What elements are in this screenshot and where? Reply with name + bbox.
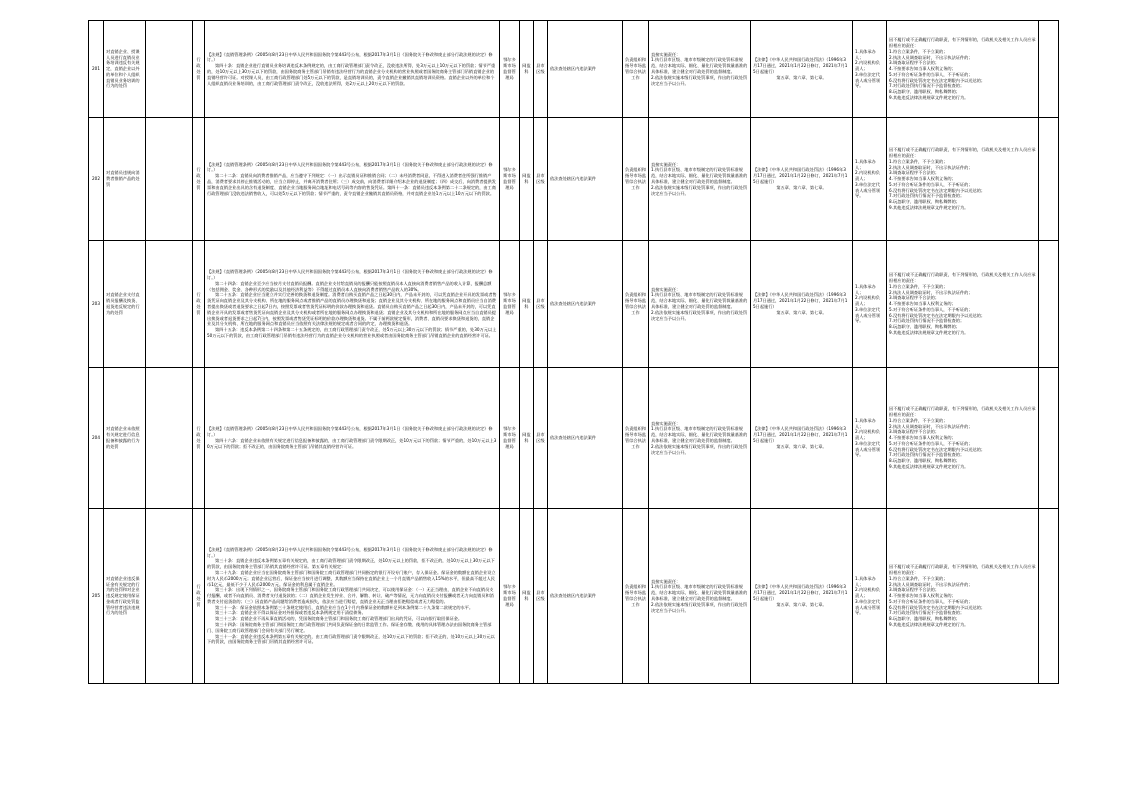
row-number: 203 [89,241,104,368]
responsible-person-line: 2.内设机构负责人； [855,429,880,441]
responsible-department: 负责组织和指导市场监管综合执法工作 [623,21,649,118]
accountability-line: 4.不按要求告知当事人权利义务的； [889,593,956,599]
legal-basis-paragraph: 第三十三条：直销企业不再从事直销活动的，凭国务院商务主管部门和国务院工商行政管理部门出具的凭证，可以向银行取回保证金。 [215,616,463,622]
responsibility-items [649,241,751,368]
implementing-agency: 鄂尔多斯市场监督管理局 [500,118,520,241]
empty-cell [146,509,193,684]
accountability-line: 9.其他违反法律法规规章文件规定的行为。 [889,330,969,336]
responsible-person-line: 3.单位法定代表人或分管领导。 [855,598,881,616]
accountability-line: 5.对于符合听证条件的当事人，不予听证的； [889,71,973,77]
remarks [1039,21,1059,118]
row-number: 202 [89,118,104,241]
legal-basis-paragraph: 【法规】《直销管理条例》（2005年8月23日中华人民共和国国务院令第443号公布，根据2017年3月1日《国务院关于修改和废止部分行政法规的决定》修订。） [207,51,493,63]
accountability [887,368,1039,509]
table-row [89,368,1059,509]
accountability-line: 4.不按要求告知当事人权利义务的； [889,301,956,307]
exercise-level: 县市区级 [534,241,548,368]
responsibility-line: 1.执行县市区级、地市市级制定的行政处罚标准规范，结合本地实际，细化、量化行政处罚裁量基准的具体标准，建立健全对行政处罚的监督制度。 [651,167,748,184]
accountability-line: 1.符合立案条件，不予立案的； [889,158,948,164]
responsible-person-line: 2.内设机构负责人； [855,587,880,599]
responsibility-basis [751,509,853,684]
legal-basis-paragraph: 【法规】《直销管理条例》（2005年8月23日中华人民共和国国务院令第443号公布，根据2017年3月1日《国务院关于修改和废止部分行政法规的决定》修订。） [207,269,493,281]
responsibility-line: 2.依法依规实施本级行政处罚事项，作出的行政处罚决定应当予以公开。 [651,74,748,86]
legal-basis-paragraph: 第三十条：出现下列情形之一，国务院商务主管部门和国务院工商行政管理部门共同决定，可以使用保证金：（一）无正当理由，直销企业不向直销员支付报酬，或者不向直销员、消费者支付退货款的；（二）直销企业发生停业、合并、解散、转让、破产等情况，无力向直销员支付报酬或者无力向直销员和消费者支付退货款的；（三）因直销产品问题给消费者造成损失，依法应当进行赔偿，直销企业无正当理由拒绝赔偿或者无力赔偿的。 [207,587,494,604]
power-type: 行政处罚 [193,241,205,368]
responsibility-law: 【法律】《中华人民共和国行政处罚法》（1996年3月17日通过，2021年1月22日修订，2021年7月15日起施行） [753,57,848,74]
table-row [89,509,1059,684]
accountability-line: 因不履行或不正确履行行政职责，有下列情形的，行政机关及相关工作人员应承担相应的责任： [889,272,1036,283]
accountability-line: 3.调查取证程序不合法的； [889,295,940,301]
table-row [89,118,1059,241]
accountability-line: 2.执法人员调查取证时，不出示执法证件的； [889,164,973,170]
accountability-line: 7.对行政处罚执行情况不予监督检查的； [889,193,965,199]
responsible-person-line: 2.内设机构负责人； [855,60,880,72]
power-type: 行政处罚 [193,368,205,509]
accountability-line: 5.对于符合听证条件的当事人，不予听证的； [889,181,973,187]
exercise-level: 县市区级 [534,118,548,241]
accountability-line: 6.没有将行政处罚决定书在法定期限内予以送达的； [889,446,986,452]
accountability-line: 8.玩忽职守、滥用职权、徇私舞弊的； [889,89,960,95]
empty-cell [146,118,193,241]
legal-basis-paragraph: 第二十四条：直销企业至少应当按月支付直销员报酬。直销企业支付给直销员的报酬只能按照直销员本人直接向消费者销售产品的收入计算，报酬总额（包括佣金、奖金、各种形式的奖励以及其他经济利益等）不得超过直销员本人直接向消费者销售产品收入的30%。 [207,280,492,292]
remarks [1039,368,1059,509]
accountability-line: 3.调查取证程序不合法的； [889,587,940,593]
responsibility-basis [751,21,853,118]
accountability-line: 5.对于符合听证条件的当事人，不予听证的； [889,306,973,312]
internal-division: 网监科 [520,21,534,118]
accountability [887,21,1039,118]
accountability-line: 因不履行或不正确履行行政职责，有下列情形的，行政机关及相关工作人员应承担相应的责任： [889,564,1036,575]
accountability-line: 2.执法人员调查取证时，不出示执法证件的； [889,289,973,295]
row-number: 205 [89,509,104,684]
accountability-line: 7.对行政处罚执行情况不予监督检查的； [889,83,965,89]
item-name: 对直销企业未依照有关规定进行信息报备和披露的行为的处罚 [104,368,146,509]
responsible-department: 负责组织和指导市场监管综合执法工作 [623,118,649,241]
legal-basis-paragraph: 第二十九条：直销企业应当在国务院商务主管部门和国务院工商行政管理部门共同指定的银行开设专门账户，存入保证金。保证金的数额在直销企业设立时为人民币2000万元；直销企业运营后，保证金应当按月进行调整，其数额应当保持在直销企业上一个月直销产品销售收入15%的水平，但最高不超过人民币1亿元，最低不少于人民币2000万元。保证金的利息属于直销企业。 [207,569,496,587]
accountability-line: 8.玩忽职守、滥用职权、徇私舞弊的； [889,199,960,205]
responsibility-line: 1.执行县市区级、地市市级制定的行政处罚标准规范，结合本地实际，细化、量化行政处罚裁量基准的具体标准，建立健全对行政处罚的监督制度。 [651,292,748,309]
accountability [887,241,1039,368]
legal-basis-paragraph: 第三十一条：保证金依照本条例第三十条规定使用后，直销企业应当在1个月内将保证金的数额补足到本条例第二十九条第二款规定的水平。 [215,604,474,610]
accountability-line: 7.对行政处罚执行情况不予监督检查的； [889,610,965,616]
item-name: 对直销员违规向消费者推销产品的处罚 [104,118,146,241]
responsibility-basis [751,118,853,241]
accountability-line: 9.其他违反法律法规规章文件规定的行为。 [889,205,969,211]
responsibility-line: 1.执行县市区级、地市市级制定的行政处罚标准规范，结合本地实际，细化、量化行政处罚裁量基准的具体标准，建立健全对行政处罚的监督制度。 [651,57,748,74]
responsible-person-line: 2.内设机构负责人； [855,170,880,182]
accountability-line: 1.符合立案条件，不予立案的； [889,575,948,581]
remarks [1039,118,1059,241]
exercise-content: 依法查处辖区内违法案件 [548,21,623,118]
exercise-level: 县市区级 [534,509,548,684]
responsibility-basis [751,368,853,509]
responsible-persons [853,509,887,684]
legal-basis-paragraph: 第三十一条：直销企业违反本条例第五章有关规定的，由工商行政管理部门责令限期改正，处10万元以下的罚款；拒不改正的，处10万元以上30万元以下的罚款，由国务院商务主管部门吊销其直销经营许可证。 [207,633,495,645]
responsibility-articles: 第五章、第六章、第七章。 [776,74,827,80]
responsible-person-line: 3.单位法定代表人或分管领导。 [855,306,881,324]
responsibility-line: 1.执行县市区级、地市市级制定的行政处罚标准规范，结合本地实际，细化、量化行政处罚裁量基准的具体标准，建立健全对行政处罚的监督制度。 [651,584,748,601]
accountability-line: 因不履行或不正确履行行政职责，有下列情形的，行政机关及相关工作人员应承担相应的责任： [889,406,1036,417]
responsible-persons [853,21,887,118]
responsibility-line: 2.依法依规实施本级行政处罚事项，作出的行政处罚决定应当予以公开。 [651,443,748,455]
accountability-line: 6.没有将行政处罚决定书在法定期限内予以送达的； [889,604,986,610]
responsibility-line: 直接实施责任： [651,420,681,426]
accountability-line: 3.调查取证程序不合法的； [889,170,940,176]
exercise-level: 县市区级 [534,368,548,509]
responsible-department: 负责组织和指导市场监管综合执法工作 [623,241,649,368]
responsibility-articles: 第五章、第六章、第七章。 [776,601,827,607]
responsibility-line: 直接实施责任： [651,578,681,584]
power-list-table [88,20,1059,684]
legal-basis-paragraph: 第二十二条：直销员向消费者推销产品，应当遵守下列规定：（一）出示直销员证和推销合同；（二）未经消费者同意，不得进入消费者住所强行推销产品，消费者要求其停止推销活动的，应当立即停止，并离开消费者住所；（三）成交前，向消费者详细介绍本企业的退货制度；（四）成交后，向消费者提供发票和由直销企业出具的含有退货制度、直销企业当地服务网点地址和电话号码等内容的售货凭证。第四十一条：直销员违反本条例第二十二条规定的，由工商行政管理部门没收违法销售收入，可以处5万元以下的罚款；情节严重的，责令直销企业撤销其直销员资格，并对直销企业处1万元以上10万元以下的罚款。 [207,173,496,196]
responsibility-articles: 第五章、第六章、第七章。 [776,309,827,315]
remarks [1039,241,1059,368]
accountability-line: 3.调查取证程序不合法的； [889,60,940,66]
responsibility-line: 2.依法依规实施本级行政处罚事项，作出的行政处罚决定应当予以公开。 [651,601,748,613]
responsibility-law: 【法律】《中华人民共和国行政处罚法》（1996年3月17日通过，2021年1月22日修订，2021年7月15日起施行） [753,167,848,184]
exercise-content: 依法查处辖区内违法案件 [548,241,623,368]
accountability-line: 2.执法人员调查取证时，不出示执法证件的； [889,581,973,587]
legal-basis [205,21,500,118]
responsibility-line: 直接实施责任： [651,161,681,167]
internal-division: 网监科 [520,118,534,241]
legal-basis-paragraph: 【法规】《直销管理条例》（2005年8月23日中华人民共和国国务院令第443号公布，根据2017年3月1日《国务院关于修改和废止部分行政法规的决定》修订。） [207,161,493,173]
accountability-line: 8.玩忽职守、滥用职权、徇私舞弊的； [889,616,960,622]
responsibility-items [649,509,751,684]
accountability-line: 8.玩忽职守、滥用职权、徇私舞弊的； [889,324,960,330]
accountability-line: 3.调查取证程序不合法的； [889,429,940,435]
legal-basis-paragraph: 第四十条：直销企业进行直销员业务培训违反本条例规定的，由工商行政管理部门责令改正，没收违法所得，处3万元以上10万元以下的罚款；情节严重的，处10万元以上30万元以下的罚款，由国务院商务主管部门吊销有违法经营行为的直销企业分支机构的营业执照或者国务院商务主管部门吊销直销企业的直销经营许可证。对授课人员，由工商行政管理部门处5万元以下的罚款，是直销培训员的，责令直销企业撤销其直销培训员资格。直销企业以外的单位和个人组织直销员业务培训的，由工商行政管理部门责令改正，没收违法所得，处2万元以上20万元以下的罚款。 [207,63,496,86]
accountability-line: 6.没有将行政处罚决定书在法定期限内予以送达的； [889,312,986,318]
accountability-line: 7.对行政处罚执行情况不予监督检查的； [889,318,965,324]
accountability-line: 6.没有将行政处罚决定书在法定期限内予以送达的； [889,187,986,193]
accountability-line: 1.符合立案条件，不予立案的； [889,283,948,289]
responsible-person-line: 1.具体承办人； [855,158,876,170]
responsibility-line: 直接实施责任： [651,286,681,292]
responsible-person-line: 1.具体承办人； [855,48,876,60]
accountability-line: 1.符合立案条件，不予立案的； [889,417,948,423]
accountability-line: 7.对行政处罚执行情况不予监督检查的； [889,452,965,458]
responsibility-basis [751,241,853,368]
legal-basis [205,368,500,509]
row-number: 201 [89,21,104,118]
legal-basis-paragraph: 【法规】《直销管理条例》（2005年8月23日中华人民共和国国务院令第443号公布，根据2017年3月1日《国务院关于修改和废止部分行政法规的决定》修订。） [207,426,493,438]
accountability-line: 因不履行或不正确履行行政职责，有下列情形的，行政机关及相关工作人员应承担相应的责任： [889,37,1036,48]
responsibility-line: 直接实施责任： [651,51,681,57]
legal-basis [205,241,500,368]
responsibility-line: 2.依法依规实施本级行政处罚事项，作出的行政处罚决定应当予以公开。 [651,184,748,196]
legal-basis-paragraph: 第三十条：直销企业违反本条例第五章有关规定的，由工商行政管理部门责令限期改正，处10万元以上的罚款，拒不改正的，处10万元以上30万元以下的罚款，由国务院商务主管部门吊销其直销经营许可证。第五章有关规定： [207,558,495,570]
accountability-line: 6.没有将行政处罚决定书在法定期限内予以送达的； [889,77,986,83]
item-name: 对直销企业支付直销员报酬及换货、退货违反规定的行为的处罚 [104,241,146,368]
internal-division: 网监科 [520,368,534,509]
responsibility-line: 1.执行县市区级、地市市级制定的行政处罚标准规范，结合本地实际，细化、量化行政处罚裁量基准的具体标准，建立健全对行政处罚的监督制度。 [651,426,748,443]
accountability-line: 9.其他违反法律法规规章文件规定的行为。 [889,464,969,470]
legal-basis-paragraph: 第四十六条：直销企业未依照有关规定进行信息报备和披露的，由工商行政管理部门责令限期改正，处10万元以下的罚款；情节严重的，处10万元以上30万元以下的罚款；拒不改正的，由国务院商务主管部门吊销其直销经营许可证。 [207,438,497,449]
accountability-line: 8.玩忽职守、滥用职权、徇私舞弊的； [889,458,960,464]
legal-basis [205,509,500,684]
table-row [89,241,1059,368]
responsibility-items [649,21,751,118]
power-type: 行政处罚 [193,509,205,684]
responsibility-law: 【法律】《中华人民共和国行政处罚法》（1996年3月17日通过，2021年1月22日修订，2021年7月15日起施行） [753,426,848,443]
power-type: 行政处罚 [193,21,205,118]
empty-cell [146,241,193,368]
accountability-line: 2.执法人员调查取证时，不出示执法证件的； [889,54,973,60]
responsible-department: 负责组织和指导市场监管综合执法工作 [623,509,649,684]
responsible-person-line: 3.单位法定代表人或分管领导。 [855,71,881,89]
responsible-department: 负责组织和指导市场监管综合执法工作 [623,368,649,509]
empty-cell [146,21,193,118]
table-row [89,21,1059,118]
exercise-content: 依法查处辖区内违法案件 [548,509,623,684]
responsible-person-line: 1.具体承办人； [855,417,876,429]
responsibility-articles: 第五章、第六章、第七章。 [776,184,827,190]
empty-cell [146,368,193,509]
responsible-person-line: 3.单位法定代表人或分管领导。 [855,440,881,458]
legal-basis-paragraph: 第三十二条：直销企业不得以保证金对外担保或者违反本条例规定用于清偿债务。 [215,610,366,616]
legal-basis-paragraph: 【法规】《直销管理条例》（2005年8月23日中华人民共和国国务院令第443号公布，根据2017年3月1日《国务院关于修改和废止部分行政法规的决定》修订。） [207,546,493,558]
legal-basis [205,118,500,241]
accountability-line: 4.不按要求告知当事人权利义务的； [889,176,956,182]
internal-division: 网监科 [520,509,534,684]
item-name: 对直销企业违反保证金有关规定的行为的处罚和对企业违反规定使用保证金或者行政处罚监管经营者违法违规行为的处罚 [104,509,146,684]
legal-basis-paragraph: 第三十四条：国务院商务主管部门和国务院工商行政管理部门共同负责保证金的日常监管工作。保证金存缴、使用的具体管理办法由国务院商务主管部门、国务院工商行政管理部门会同有关部门另行制定。 [207,622,492,633]
legal-basis-paragraph: 第四十五条：违反本条例第二十四条和第二十五条规定的，由工商行政管理部门责令改正，处5万元以上30万元以下的罚款；情节严重的，处30万元以上50万元以下的罚款，由工商行政管理部门吊销有违法经营行为的直销企业分支机构的营业执照或者由国务院商务主管部门吊销直销企业的直销经营许可证。 [207,327,497,338]
responsible-person-line: 1.具体承办人； [855,283,876,295]
implementing-agency: 鄂尔多斯市场监督管理局 [500,241,520,368]
item-name: 对直销企业、授课人员进行直销员业务培训违反有关规定，直销企业以外的单位和个人组织直销员业务培训的行为的处罚 [104,21,146,118]
accountability-line: 1.符合立案条件，不予立案的； [889,48,948,54]
exercise-content: 依法查处辖区内违法案件 [548,368,623,509]
accountability [887,118,1039,241]
responsibility-law: 【法律】《中华人民共和国行政处罚法》（1996年3月17日通过，2021年1月22日修订，2021年7月15日起施行） [753,584,848,601]
responsibility-items [649,368,751,509]
responsible-person-line: 2.内设机构负责人； [855,295,880,307]
responsible-persons [853,368,887,509]
implementing-agency: 鄂尔多斯市场监督管理局 [500,368,520,509]
accountability-line: 因不履行或不正确履行行政职责，有下列情形的，行政机关及相关工作人员应承担相应的责任： [889,147,1036,158]
accountability-line: 9.其他违反法律法规规章文件规定的行为。 [889,622,969,628]
accountability-line: 4.不按要求告知当事人权利义务的； [889,66,956,72]
accountability-line: 5.对于符合听证条件的当事人，不予听证的； [889,598,973,604]
responsibility-law: 【法律】《中华人民共和国行政处罚法》（1996年3月17日通过，2021年1月22日修订，2021年7月15日起施行） [753,292,848,309]
accountability [887,509,1039,684]
row-number: 204 [89,368,104,509]
legal-basis-paragraph: 第二十五条：直销企业应当建立并实行完善的换货和退货制度。消费者自购买直销产品之日起30日内，产品未开封的，可以凭直销企业开具的发票或者售货凭证向直销企业及其分支机构、所在地的服务网点或者推销产品的直销员办理换货和退货；直销企业及其分支机构、所在地的服务网点和直销员应当自消费者提出换货或者退货要求之日起7日内，按照发票或者售货凭证标明的价款办理换货和退货。直销员自购买直销产品之日起30日内，产品未开封的，可以凭直销企业开具的发票或者售货凭证向直销企业及其分支机构或者所在地的服务网点办理换货和退货；直销企业及其分支机构和所在地的服务网点应当自直销员提出换货或者退货要求之日起7日内，按照发票或者售货凭证标明的价款办理换货和退货。不属于前两款规定情形，消费者、直销员要求换货和退货的，直销企业及其分支机构、所在地的服务网点和直销员应当依照有关法律法规的规定或者合同的约定，办理换货和退货。 [207,292,497,327]
implementing-agency: 鄂尔多斯市场监督管理局 [500,509,520,684]
exercise-content: 依法查处辖区内违法案件 [548,118,623,241]
responsibility-articles: 第五章、第六章、第七章。 [776,443,827,449]
responsibility-items [649,118,751,241]
power-type: 行政处罚 [193,118,205,241]
implementing-agency: 鄂尔多斯市场监督管理局 [500,21,520,118]
responsible-person-line: 3.单位法定代表人或分管领导。 [855,181,881,199]
remarks [1039,509,1059,684]
responsible-person-line: 1.具体承办人； [855,575,876,587]
accountability-line: 9.其他违反法律法规规章文件规定的行为。 [889,95,969,101]
internal-division: 网监科 [520,241,534,368]
accountability-line: 4.不按要求告知当事人权利义务的； [889,435,956,441]
responsible-persons [853,241,887,368]
exercise-level: 县市区级 [534,21,548,118]
responsible-persons [853,118,887,241]
accountability-line: 2.执法人员调查取证时，不出示执法证件的； [889,423,973,429]
responsibility-line: 2.依法依规实施本级行政处罚事项，作出的行政处罚决定应当予以公开。 [651,309,748,321]
accountability-line: 5.对于符合听证条件的当事人，不予听证的； [889,440,973,446]
